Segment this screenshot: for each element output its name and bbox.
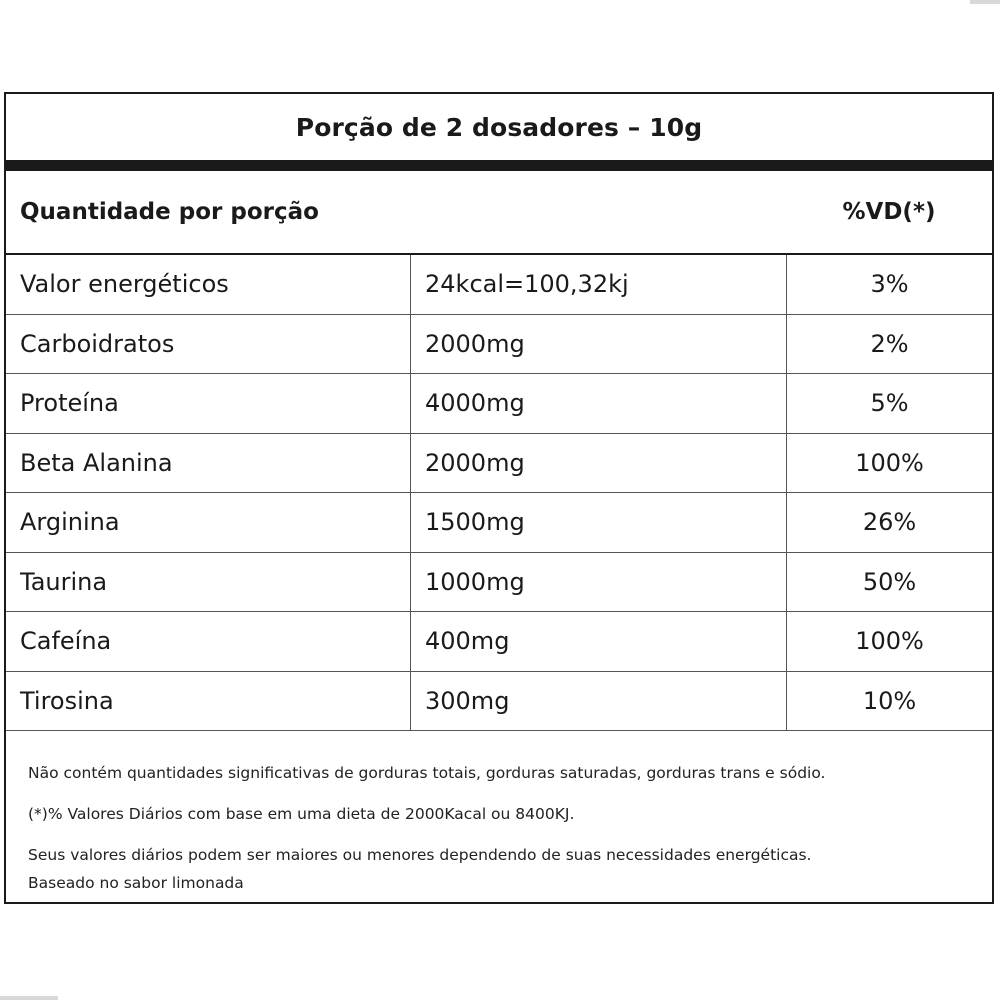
footnote-energy-needs: Seus valores diários podem ser maiores ou menores dependendo de suas necessidades energéticas.: [28, 846, 812, 864]
table-row: [6, 255, 992, 315]
table-row: [6, 672, 992, 732]
nutrient-amount: 1000mg: [410, 553, 786, 612]
table-row: [6, 553, 992, 613]
nutrient-name: Proteína: [20, 389, 119, 418]
footnotes: [28, 759, 978, 897]
nutrient-amount: 1500mg: [410, 493, 786, 552]
nutrient-name: Carboidratos: [20, 329, 175, 358]
nutrient-rows: [6, 255, 992, 731]
nutrient-vd: 10%: [786, 672, 992, 731]
nutrient-amount: 400mg: [410, 612, 786, 671]
table-row: [6, 612, 992, 672]
nutrient-amount: 4000mg: [410, 374, 786, 433]
nutrient-vd: 5%: [786, 374, 992, 433]
nutrient-name: Beta Alanina: [20, 448, 173, 477]
nutrient-vd: 2%: [786, 315, 992, 374]
nutrient-name: Taurina: [20, 567, 108, 596]
nutrient-vd: 100%: [786, 612, 992, 671]
nutrient-name: Valor energéticos: [20, 270, 229, 299]
table-row: [6, 374, 992, 434]
nutrient-name: Arginina: [20, 508, 120, 537]
footnote-daily-values: (*)% Valores Diários com base em uma dieta de 2000Kacal ou 8400KJ.: [28, 805, 575, 823]
table-row: [6, 493, 992, 553]
corner-mark-top-right: [970, 0, 1000, 4]
header-vd-label: %VD(*): [842, 199, 936, 225]
nutrient-amount: 2000mg: [410, 434, 786, 493]
nutrient-amount: 300mg: [410, 672, 786, 731]
nutrient-amount: 2000mg: [410, 315, 786, 374]
nutrition-table: [4, 92, 994, 904]
nutrient-vd: 50%: [786, 553, 992, 612]
table-row: [6, 434, 992, 494]
footnote-flavor: Baseado no sabor limonada: [28, 874, 244, 892]
corner-mark-bottom-left: [0, 996, 58, 1000]
nutrient-vd: 100%: [786, 434, 992, 493]
table-row: [6, 315, 992, 375]
nutrient-vd: 3%: [786, 255, 992, 314]
footnote-not-significant: Não contém quantidades significativas de gorduras totais, gorduras saturadas, gorduras trans e sódio.: [28, 764, 826, 782]
thick-divider: [6, 160, 992, 171]
nutrient-amount: 24kcal=100,32kj: [410, 255, 786, 314]
header-quantity-label: Quantidade por porção: [20, 199, 319, 225]
nutrient-vd: 26%: [786, 493, 992, 552]
table-header: [6, 171, 992, 255]
serving-title: Porção de 2 dosadores – 10g: [295, 112, 703, 142]
nutrient-name: Cafeína: [20, 627, 112, 656]
nutrient-name: Tirosina: [20, 686, 114, 715]
